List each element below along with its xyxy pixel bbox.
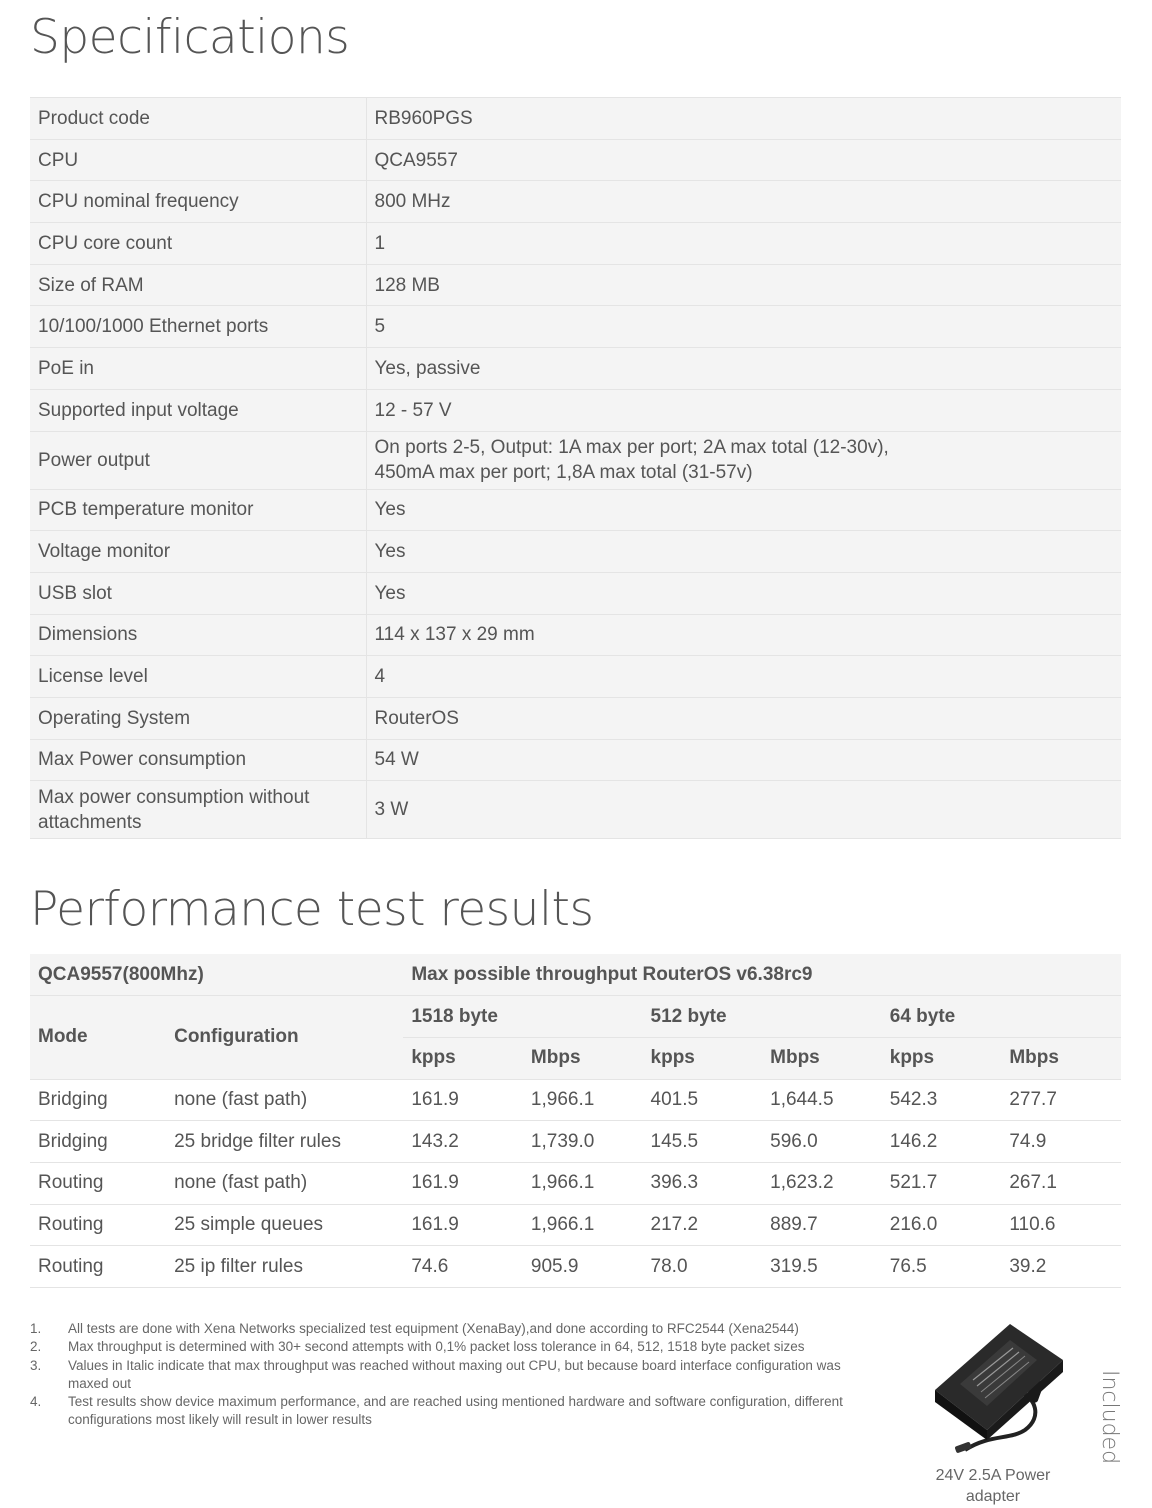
spec-row: [30, 697, 1121, 739]
spec-key: [30, 264, 366, 306]
footnote-item: [30, 1393, 860, 1430]
performance-row: [30, 1079, 1121, 1121]
spec-row: [30, 139, 1121, 181]
configuration-cell: none (fast path): [166, 1162, 403, 1204]
spec-value: [366, 489, 1121, 531]
spec-value: [366, 739, 1121, 781]
spec-key: [30, 431, 366, 489]
value-cell: 396.3: [643, 1162, 763, 1204]
value-cell: 161.9: [403, 1162, 523, 1204]
footnote-text: Values in Italic indicate that max throughput was reached without maxing out CPU, but because board interface configuration was maxed out: [68, 1357, 841, 1391]
footnotes: [30, 1320, 860, 1430]
spec-row: [30, 656, 1121, 698]
spec-key-text: Max power consumption without: [38, 786, 310, 808]
value-cell: 145.5: [643, 1121, 763, 1163]
spec-row: [30, 264, 1121, 306]
value-cell: 74.6: [403, 1246, 523, 1288]
footnote-item: [30, 1357, 860, 1394]
value-cell: 1,966.1: [523, 1204, 643, 1246]
spec-value: [366, 656, 1121, 698]
footnote-number: 1.: [30, 1321, 42, 1336]
spec-value: [366, 697, 1121, 739]
spec-key-text: Dimensions: [38, 624, 138, 646]
cpu-label: QCA9557(800Mhz): [30, 954, 403, 996]
performance-table: [30, 954, 1121, 1288]
spec-key: [30, 389, 366, 431]
spec-value-text: Yes, passive: [374, 357, 481, 379]
value-cell: 1,644.5: [762, 1079, 882, 1121]
value-cell: 110.6: [1001, 1204, 1121, 1246]
value-cell: 78.0: [643, 1246, 763, 1288]
footnote-text: All tests are done with Xena Networks specialized test equipment (XenaBay),and done according to RFC2544 (Xena2544): [68, 1321, 799, 1336]
value-cell: 319.5: [762, 1246, 882, 1288]
spec-key: [30, 739, 366, 781]
spec-row: [30, 181, 1121, 223]
value-cell: 521.7: [882, 1162, 1002, 1204]
spec-value: [366, 306, 1121, 348]
spec-row: [30, 572, 1121, 614]
spec-row: [30, 223, 1121, 265]
spec-key-text: Size of RAM: [38, 274, 144, 296]
value-cell: 1,739.0: [523, 1121, 643, 1163]
spec-key-text: CPU core count: [38, 232, 173, 254]
spec-row: [30, 98, 1121, 140]
performance-row: [30, 1204, 1121, 1246]
footnote-number: 2.: [30, 1339, 42, 1355]
spec-row: [30, 389, 1121, 431]
spec-value: [366, 348, 1121, 390]
spec-row: [30, 431, 1121, 489]
spec-key: [30, 306, 366, 348]
value-cell: 74.9: [1001, 1121, 1121, 1163]
mbps-header: Mbps: [762, 1037, 882, 1079]
value-cell: 277.7: [1001, 1079, 1121, 1121]
mode-cell: Routing: [30, 1246, 166, 1288]
spec-key: [30, 223, 366, 265]
spec-value-text: Yes: [374, 541, 406, 563]
value-cell: 1,966.1: [523, 1079, 643, 1121]
value-cell: 143.2: [403, 1121, 523, 1163]
kpps-header: kpps: [403, 1037, 523, 1079]
spec-key-text: Power output: [38, 449, 150, 471]
value-cell: 596.0: [762, 1121, 882, 1163]
value-cell: 889.7: [762, 1204, 882, 1246]
spec-value: [366, 431, 1121, 489]
spec-key: [30, 181, 366, 223]
footnote-number: 3.: [30, 1357, 42, 1373]
spec-key-text: attachments: [38, 811, 142, 833]
spec-value-text: 4: [374, 666, 386, 688]
spec-key-text: Supported input voltage: [38, 399, 239, 421]
spec-key: [30, 531, 366, 573]
spec-value-text: 450mA max per port; 1,8A max total (31-57v): [374, 462, 753, 483]
spec-value: [366, 223, 1121, 265]
spec-row: [30, 614, 1121, 656]
spec-value: [366, 389, 1121, 431]
spec-key-text: PoE in: [38, 357, 94, 379]
spec-row: [30, 739, 1121, 781]
spec-key-text: Product code: [38, 107, 150, 129]
spec-key-text: USB slot: [38, 582, 112, 604]
power-adapter-caption: 24V 2.5A Power adapter: [935, 1467, 1051, 1505]
spec-value-text: Yes: [374, 499, 406, 521]
size-header-64: 64 byte: [882, 996, 1121, 1038]
spec-value-text: 54 W: [374, 749, 419, 771]
included-label: Included: [1097, 1370, 1122, 1465]
configuration-cell: 25 ip filter rules: [166, 1246, 403, 1288]
specifications-table: [30, 97, 1121, 839]
spec-row: [30, 348, 1121, 390]
spec-row: [30, 531, 1121, 573]
spec-key: [30, 139, 366, 181]
mbps-header: Mbps: [1001, 1037, 1121, 1079]
spec-key: [30, 348, 366, 390]
performance-row: [30, 1162, 1121, 1204]
configuration-cell: 25 simple queues: [166, 1204, 403, 1246]
spec-value-text: 128 MB: [374, 274, 440, 296]
spec-key: [30, 697, 366, 739]
spec-key: [30, 614, 366, 656]
mode-cell: Routing: [30, 1162, 166, 1204]
value-cell: 146.2: [882, 1121, 1002, 1163]
spec-row: [30, 306, 1121, 348]
spec-key: [30, 98, 366, 140]
mode-header: Mode: [30, 996, 166, 1079]
spec-value: [366, 572, 1121, 614]
spec-value-text: Yes: [374, 582, 406, 604]
size-header-512: 512 byte: [643, 996, 882, 1038]
value-cell: 161.9: [403, 1079, 523, 1121]
spec-row: [30, 489, 1121, 531]
spec-key: [30, 781, 366, 839]
configuration-cell: 25 bridge filter rules: [166, 1121, 403, 1163]
spec-value: [366, 264, 1121, 306]
spec-value-text: 800 MHz: [374, 191, 451, 213]
value-cell: 76.5: [882, 1246, 1002, 1288]
value-cell: 401.5: [643, 1079, 763, 1121]
spec-value: [366, 531, 1121, 573]
value-cell: 905.9: [523, 1246, 643, 1288]
spec-value-text: 3 W: [374, 799, 409, 821]
spec-value-text: RouterOS: [374, 707, 459, 729]
performance-row: [30, 1121, 1121, 1163]
spec-key-text: Operating System: [38, 707, 191, 729]
spec-row: [30, 781, 1121, 839]
spec-value-text: 5: [374, 316, 386, 338]
mode-cell: Routing: [30, 1204, 166, 1246]
configuration-header: Configuration: [166, 996, 403, 1079]
value-cell: 267.1: [1001, 1162, 1121, 1204]
spec-value-text: 114 x 137 x 29 mm: [374, 624, 535, 646]
spec-value: [366, 98, 1121, 140]
performance-row: [30, 1246, 1121, 1288]
value-cell: 217.2: [643, 1204, 763, 1246]
spec-value: [366, 139, 1121, 181]
spec-key-text: Max Power consumption: [38, 749, 247, 771]
value-cell: 216.0: [882, 1204, 1002, 1246]
spec-key: [30, 489, 366, 531]
kpps-header: kpps: [882, 1037, 1002, 1079]
performance-heading: Performance test results: [30, 882, 594, 937]
spec-key-text: License level: [38, 666, 148, 688]
footnote-item: [30, 1338, 860, 1356]
value-cell: 542.3: [882, 1079, 1002, 1121]
power-adapter-image: [925, 1322, 1070, 1457]
configuration-cell: none (fast path): [166, 1079, 403, 1121]
spec-key-text: Voltage monitor: [38, 541, 171, 563]
footnote-number: 4.: [30, 1394, 42, 1410]
mode-cell: Bridging: [30, 1079, 166, 1121]
spec-value-text: On ports 2-5, Output: 1A max per port; 2A max total (12-30v),: [374, 437, 889, 458]
spec-key: [30, 572, 366, 614]
spec-key-text: CPU: [38, 149, 79, 171]
spec-value-text: 1: [374, 232, 386, 254]
throughput-label: Max possible throughput RouterOS v6.38rc9: [403, 954, 1121, 996]
spec-value: [366, 614, 1121, 656]
value-cell: 39.2: [1001, 1246, 1121, 1288]
size-header-1518: 1518 byte: [403, 996, 642, 1038]
specifications-heading: Specifications: [30, 10, 350, 65]
spec-key-text: 10/100/1000 Ethernet ports: [38, 316, 269, 338]
value-cell: 1,966.1: [523, 1162, 643, 1204]
footnote-text: Test results show device maximum performance, and are reached using mentioned hardware and software configuration, different configurations most likely will result in lower results: [68, 1394, 843, 1428]
spec-key: [30, 656, 366, 698]
mbps-header: Mbps: [523, 1037, 643, 1079]
spec-value-text: QCA9557: [374, 149, 458, 171]
spec-value-text: 12 - 57 V: [374, 399, 452, 421]
kpps-header: kpps: [643, 1037, 763, 1079]
spec-key-text: PCB temperature monitor: [38, 499, 254, 521]
footnote-item: [30, 1320, 860, 1338]
spec-value: [366, 781, 1121, 839]
spec-value-text: RB960PGS: [374, 107, 473, 129]
footnote-text: Max throughput is determined with 30+ second attempts with 0,1% packet loss tolerance in 64, 512, 1518 byte packet sizes: [68, 1339, 805, 1355]
mode-cell: Bridging: [30, 1121, 166, 1163]
spec-key-text: CPU nominal frequency: [38, 191, 239, 213]
value-cell: 161.9: [403, 1204, 523, 1246]
value-cell: 1,623.2: [762, 1162, 882, 1204]
spec-value: [366, 181, 1121, 223]
